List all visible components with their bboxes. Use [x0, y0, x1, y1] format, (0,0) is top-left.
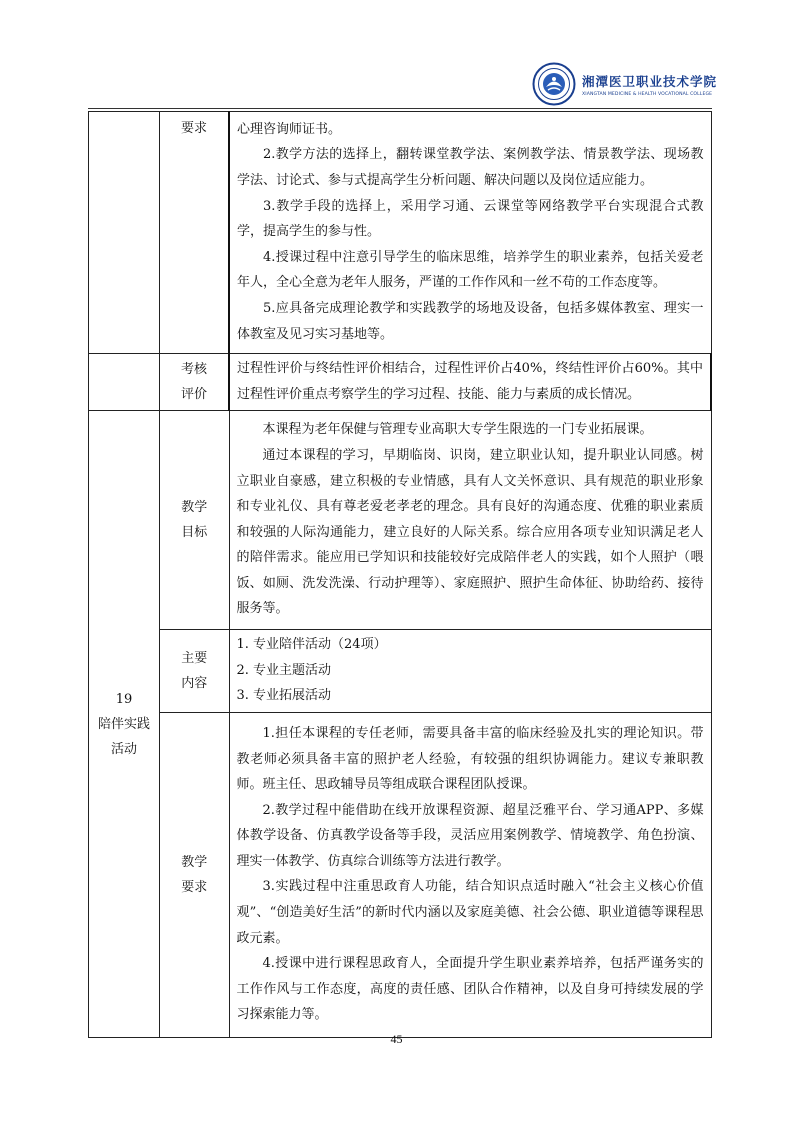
teaching-req-paragraph-1: 1.担任本课程的专任老师，需要具备丰富的临床经验及扎实的理论知识。带教老师必须具备丰富的照护老人经验，有较强的组织协调能力。建议专兼职教师。班主任、思政辅导员等组成联合课程团队授课。	[236, 725, 704, 793]
teaching-req-paragraph-4: 4.授课中进行课程思政育人，全面提升学生职业素养培养，包括严谨务实的工作作风与工作态度，高度的责任感、团队合作精神，以及自身可持续发展的学习探索能力等。	[236, 956, 704, 1023]
teaching-requirements-content	[229, 712, 711, 1037]
header-divider	[88, 108, 712, 109]
course-number: 19	[115, 691, 133, 707]
header-logo	[532, 62, 718, 106]
course-cell-empty	[89, 354, 160, 411]
teaching-req-paragraph-3: 3.实践过程中注重思政育人功能，结合知识点适时融入“社会主义核心价值观”、“创造美好生活”的新时代内涵以及家庭美德、社会公德、职业道德等课程思政元素。	[236, 879, 704, 946]
table-row-evaluation	[89, 354, 712, 411]
requirements-paragraph-3: 3.教学手段的选择上，采用学习通、云课堂等网络教学平台实现混合式教学，提高学生的参与性。	[237, 198, 704, 240]
list-item: 1. 专业陪伴活动（24项）	[236, 637, 387, 653]
goals-paragraph-2: 通过本课程的学习，早期临岗、识岗，建立职业认知，提升职业认同感。树立职业自豪感，建立积极的专业情感，具有人文关怀意识、具有规范的职业形象和专业礼仪、具有尊老爱老孝老的理念。具有良好的沟通态度、优雅的职业素质和较强的人际沟通能力，建立良好的人际关系。综合应用各项专业知识满足老人的陪伴需求。能应用已学知识和技能较好完成陪伴老人的实践，如个人照护（喂饭、如厕、洗发洗澡、行动护理等）、家庭照护、照护生命体征、协助给药、接待服务等。	[236, 447, 704, 617]
table-row-requirements-continued	[89, 112, 712, 354]
teaching-req-paragraph-2: 2.教学过程中能借助在线开放课程资源、超星泛雅平台、学习通APP、多媒体教学设备、仿真教学设备等手段，灵活应用案例教学、情境教学、角色扮演、理实一体教学、仿真综合训练等方法进行教学。	[236, 802, 704, 869]
course-table	[88, 111, 712, 1038]
label-requirements: 要求	[160, 112, 230, 354]
requirements-content	[229, 112, 711, 354]
goals-paragraph-1: 本课程为老年保健与管理专业高职大专学生限选的一门专业拓展课。	[262, 422, 653, 438]
list-item: 3. 专业拓展活动	[236, 688, 332, 704]
course-name-cell	[89, 411, 160, 1038]
requirements-paragraph-2: 2.教学方法的选择上，翻转课堂教学法、案例教学法、情景教学法、现场教学法、讨论式、参与式提高学生分析问题、解决问题以及岗位适应能力。	[237, 147, 704, 189]
teaching-goals-content	[229, 411, 711, 630]
evaluation-content: 过程性评价与终结性评价相结合，过程性评价占40%，终结性评价占60%。其中过程性评价重点考察学生的学习过程、技能、能力与素质的成长情况。	[229, 354, 711, 411]
college-seal-icon	[532, 62, 576, 106]
requirements-paragraph-5: 5.应具备完成理论教学和实践教学的场地及设备，包括多媒体教室、理实一体教室及见习实习基地等。	[237, 300, 704, 342]
table-row-main-content	[89, 630, 712, 713]
logo-english-name: XIANGTAN MEDICINE & HEALTH VOCATIONAL COLLEGE	[582, 91, 713, 97]
page-number: 45	[390, 1032, 403, 1046]
label-teaching-requirements: 教学要求	[160, 712, 230, 1037]
requirements-paragraph-1: 心理咨询师证书。	[237, 121, 342, 137]
logo-chinese-name: 湘潭医卫职业技术学院	[582, 73, 718, 89]
course-name: 陪伴实践活动	[97, 716, 150, 757]
list-item: 2. 专业主题活动	[236, 662, 332, 678]
label-teaching-goals: 教学目标	[160, 411, 230, 630]
label-evaluation: 考核评价	[160, 354, 230, 411]
label-main-content: 主要内容	[160, 630, 230, 713]
table-row-teaching-requirements	[89, 712, 712, 1037]
course-cell-empty	[89, 112, 160, 354]
table-row-teaching-goals	[89, 411, 712, 630]
requirements-paragraph-4: 4.授课过程中注意引导学生的临床思维，培养学生的职业素养，包括关爱老年人，全心全意为老年人服务，严谨的工作作风和一丝不苟的工作态度等。	[237, 249, 704, 291]
main-content-list	[229, 630, 711, 713]
